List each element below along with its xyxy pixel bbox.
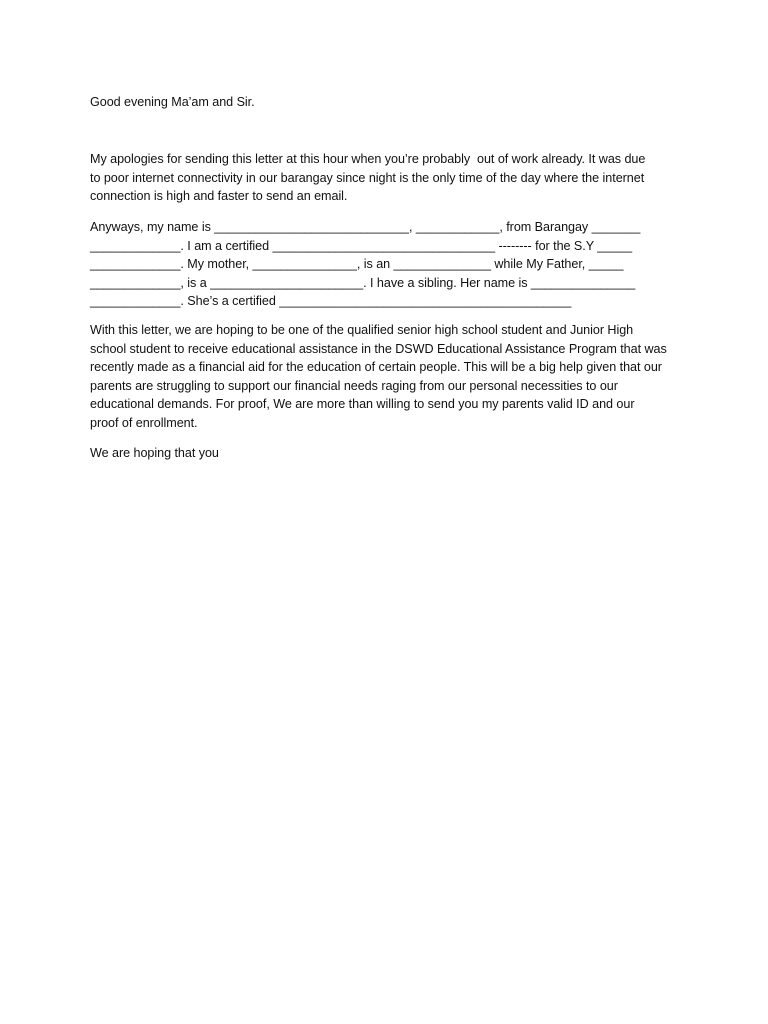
personal-info-line: _____________. My mother, _______________, is an ______________ while My Father, _____ bbox=[90, 257, 624, 272]
closing-line: We are hoping that you bbox=[90, 446, 219, 460]
assistance-line: school student to receive educational assistance in the DSWD Educational Assistance Program that was bbox=[90, 341, 667, 356]
greeting-paragraph bbox=[90, 93, 680, 112]
assistance-line: educational demands. For proof, We are more than willing to send you my parents valid ID and our bbox=[90, 397, 635, 412]
apology-line: connection is high and faster to send an email. bbox=[90, 189, 348, 204]
assistance-line: With this letter, we are hoping to be one of the qualified senior high school student and Junior High bbox=[90, 323, 634, 337]
assistance-request-paragraph bbox=[90, 321, 680, 433]
apology-paragraph bbox=[90, 150, 680, 206]
personal-info-line: _____________. She’s a certified __________________________________________ bbox=[90, 294, 572, 309]
assistance-line: recently made as a financial aid for the education of certain people. This will be a big help given that our bbox=[90, 360, 662, 375]
personal-info-line: Anyways, my name is ____________________________, ____________, from Barangay _______ bbox=[90, 220, 641, 234]
assistance-line: proof of enrollment. bbox=[90, 415, 198, 430]
personal-info-line: _____________, is a ______________________. I have a sibling. Her name is _______________ bbox=[90, 275, 636, 290]
apology-line: to poor internet connectivity in our barangay since night is the only time of the day where the internet bbox=[90, 170, 645, 185]
apology-line: My apologies for sending this letter at this hour when you’re probably out of work already. It was due bbox=[90, 152, 646, 166]
personal-info-paragraph bbox=[90, 218, 680, 311]
assistance-line: parents are struggling to support our financial needs raging from our personal necessities to our bbox=[90, 378, 618, 393]
closing-paragraph bbox=[90, 444, 680, 463]
greeting-line: Good evening Ma’am and Sir. bbox=[90, 95, 255, 109]
personal-info-line: _____________. I am a certified ________________________________ -------- for the S.Y _____ bbox=[90, 238, 633, 253]
